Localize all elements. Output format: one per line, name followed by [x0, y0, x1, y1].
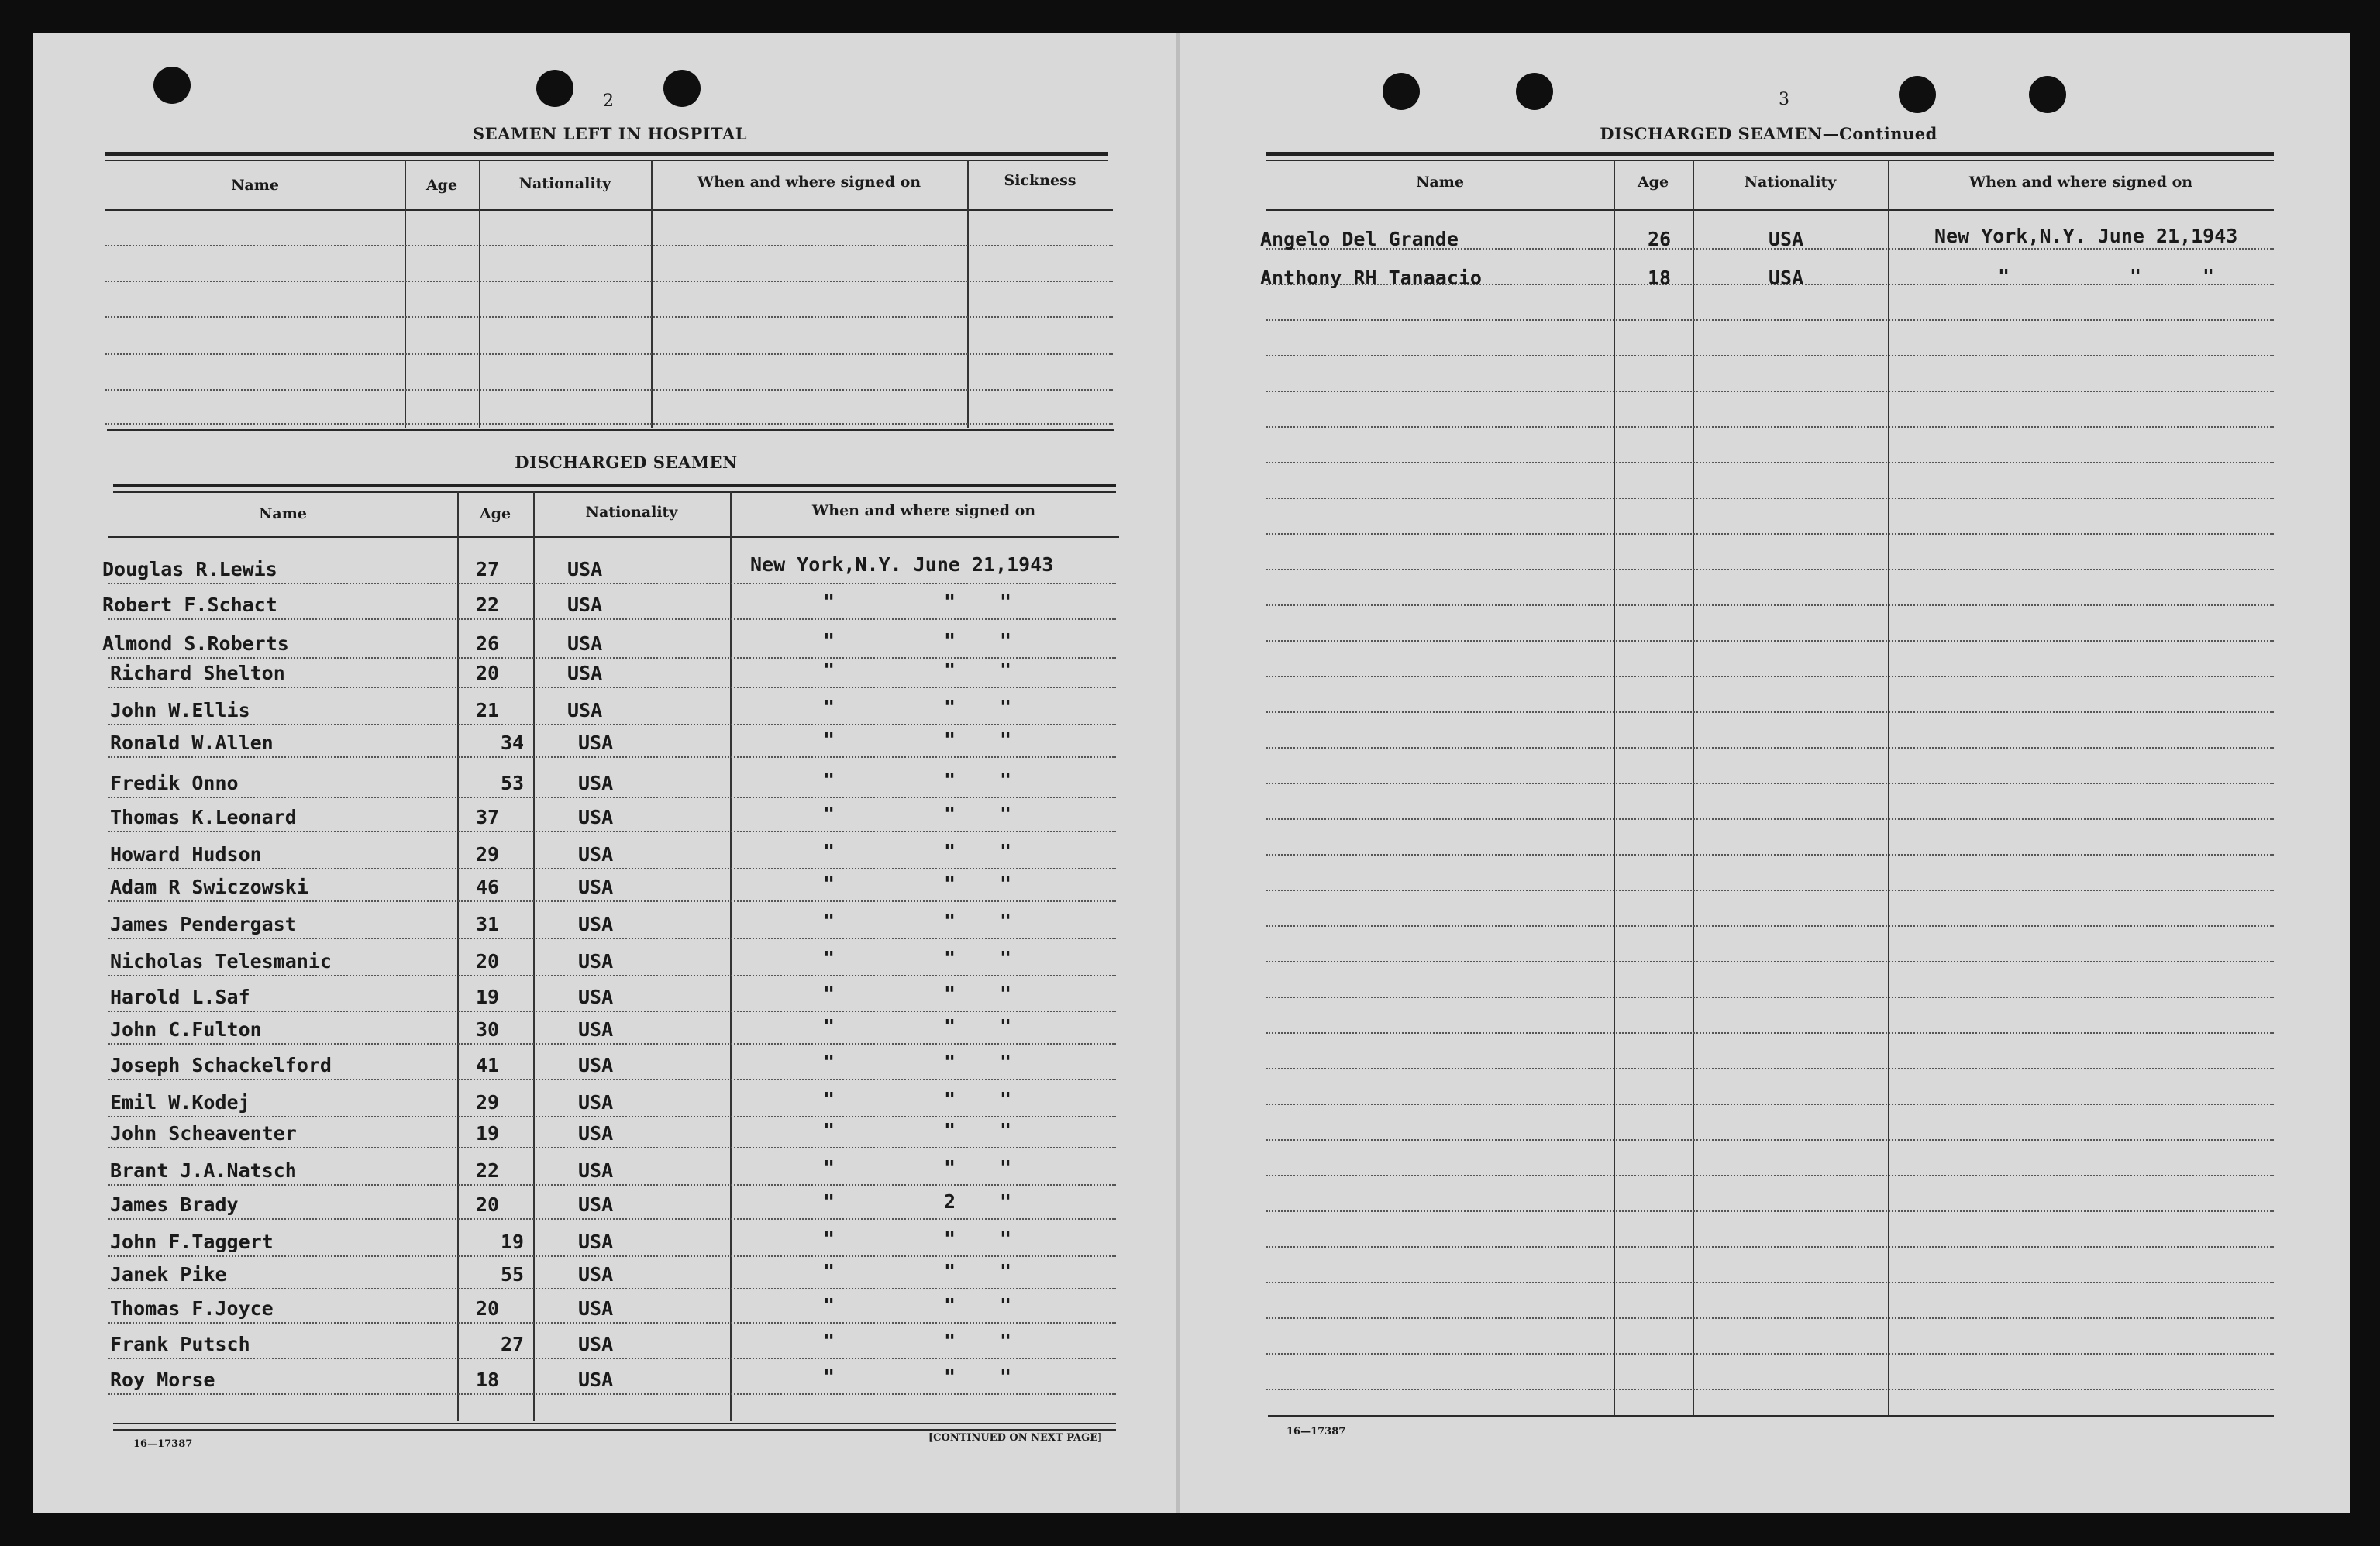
seaman-nationality: USA [578, 1122, 614, 1145]
ditto-mark: " [1000, 591, 1012, 613]
ditto-mark: " [944, 1294, 956, 1317]
seaman-name: John C.Fulton [110, 1018, 262, 1041]
ditto-mark: " [944, 947, 956, 969]
seaman-name: Janek Pike [110, 1263, 227, 1286]
ditto-mark: " [1000, 1119, 1012, 1141]
document-sheet [33, 33, 2350, 1513]
ditto-mark: " [1000, 1260, 1012, 1283]
ditto-mark: " [2130, 265, 2142, 288]
ditto-mark: " [944, 696, 956, 718]
discharged-title: DISCHARGED SEAMEN [515, 453, 738, 472]
punch-hole [663, 70, 701, 107]
continued-seaman-age: 18 [1648, 267, 1672, 289]
ditto-mark: " [1000, 1365, 1012, 1388]
ditto-mark: " [823, 591, 835, 613]
ditto-mark: " [1000, 1330, 1012, 1352]
seaman-age: 31 [476, 913, 500, 935]
page-number-left: 2 [603, 91, 614, 111]
seaman-nationality: USA [578, 913, 614, 935]
continued-seaman-name: Angelo Del Grande [1260, 228, 1459, 250]
ditto-mark: " [944, 591, 956, 613]
ditto-mark: " [944, 629, 956, 652]
seaman-name: Ronald W.Allen [110, 732, 274, 754]
ditto-mark: " [1000, 1228, 1012, 1250]
ditto-mark: " [944, 1015, 956, 1038]
seaman-age: 29 [476, 1091, 500, 1114]
seaman-age: 18 [476, 1369, 500, 1391]
seaman-name: James Brady [110, 1193, 239, 1216]
seaman-nationality: USA [578, 1263, 614, 1286]
ditto-mark: " [823, 910, 835, 932]
ditto-mark: " [944, 873, 956, 895]
seaman-name: John F.Taggert [110, 1231, 274, 1253]
ditto-mark: " [823, 983, 835, 1005]
ditto-mark: " [823, 696, 835, 718]
seaman-age: 55 [501, 1263, 525, 1286]
ditto-mark: " [2203, 265, 2215, 288]
ditto-mark: " [944, 769, 956, 791]
ditto-mark: " [944, 1088, 956, 1110]
hospital-header-sickness: Sickness [1004, 172, 1076, 189]
seaman-nationality: USA [578, 843, 614, 866]
seaman-nationality: USA [578, 732, 614, 754]
seaman-nationality: USA [567, 558, 603, 580]
ditto-mark: " [1000, 1294, 1012, 1317]
hospital-top-rule [105, 152, 1108, 156]
seaman-nationality: USA [578, 950, 614, 973]
seaman-nationality: USA [567, 594, 603, 616]
continued-header-age: Age [1637, 174, 1669, 191]
seaman-age: 26 [476, 632, 500, 655]
ditto-mark: " [944, 1260, 956, 1283]
ditto-mark: " [823, 1260, 835, 1283]
ditto-mark: " [944, 1051, 956, 1073]
seaman-age: 20 [476, 1193, 500, 1216]
seaman-name: Frank Putsch [110, 1333, 250, 1355]
seaman-age: 20 [476, 662, 500, 684]
continued-header-signed: When and where signed on [1968, 174, 2193, 191]
ditto-mark: " [1000, 1190, 1012, 1213]
discharged-header-signed: When and where signed on [811, 502, 1036, 519]
continued-seaman-nationality: USA [1769, 228, 1804, 250]
ditto-mark: " [1000, 803, 1012, 825]
seaman-age: 34 [501, 732, 525, 754]
continued-note: [CONTINUED ON NEXT PAGE] [928, 1432, 1103, 1444]
seaman-nationality: USA [578, 1193, 614, 1216]
ditto-mark: " [823, 1119, 835, 1141]
seaman-nationality: USA [578, 1018, 614, 1041]
seaman-nationality: USA [578, 986, 614, 1008]
seaman-name: Thomas K.Leonard [110, 806, 297, 828]
ditto-mark: " [823, 629, 835, 652]
ditto-mark: " [1000, 1088, 1012, 1110]
seaman-age: 37 [476, 806, 500, 828]
punch-hole [1516, 73, 1553, 110]
ditto-mark: " [944, 840, 956, 863]
seaman-nationality: USA [567, 632, 603, 655]
seaman-name: Adam R Swiczowski [110, 876, 308, 898]
ditto-mark: " [823, 659, 835, 681]
ditto-mark: " [944, 983, 956, 1005]
seaman-name: Robert F.Schact [102, 594, 277, 616]
seaman-name: Emil W.Kodej [110, 1091, 250, 1114]
ditto-mark: " [1000, 728, 1012, 751]
ditto-mark: " [944, 910, 956, 932]
seaman-nationality: USA [567, 699, 603, 721]
signed-on-value: New York,N.Y. June 21,1943 [750, 553, 1054, 576]
seaman-age: 19 [476, 1122, 500, 1145]
seaman-age: 19 [501, 1231, 525, 1253]
seaman-name: John Scheaventer [110, 1122, 297, 1145]
ditto-mark: " [1000, 983, 1012, 1005]
ditto-mark: " [944, 1330, 956, 1352]
seaman-age: 27 [476, 558, 500, 580]
punch-hole [153, 67, 191, 104]
seaman-age: 20 [476, 1297, 500, 1320]
continued-header-nationality: Nationality [1744, 174, 1837, 191]
hospital-header-signed: When and where signed on [697, 174, 921, 191]
seaman-name: Almond S.Roberts [102, 632, 289, 655]
seaman-age: 41 [476, 1054, 500, 1076]
ditto-mark: " [823, 1365, 835, 1388]
seaman-age: 21 [476, 699, 500, 721]
ditto-mark: " [1998, 265, 2010, 288]
ditto-mark: " [823, 769, 835, 791]
page-gutter [1176, 33, 1180, 1513]
ditto-mark: " [1000, 659, 1012, 681]
ditto-mark: " [944, 1365, 956, 1388]
seaman-name: Richard Shelton [110, 662, 285, 684]
ditto-mark: " [944, 728, 956, 751]
ditto-mark: " [823, 840, 835, 863]
punch-hole [536, 70, 573, 107]
seaman-name: Thomas F.Joyce [110, 1297, 274, 1320]
page-number-right: 3 [1779, 90, 1789, 109]
seaman-name: Howard Hudson [110, 843, 262, 866]
ditto-mark: " [944, 1119, 956, 1141]
ditto-mark: " [1000, 769, 1012, 791]
seaman-age: 46 [476, 876, 500, 898]
hospital-header-nationality: Nationality [518, 175, 611, 192]
seaman-age: 22 [476, 1159, 500, 1182]
continued-header-name: Name [1416, 174, 1464, 191]
discharged-header-age: Age [479, 505, 511, 522]
ditto-mark: " [823, 1015, 835, 1038]
seaman-name: Harold L.Saf [110, 986, 250, 1008]
ditto-mark: " [1000, 629, 1012, 652]
seaman-age: 27 [501, 1333, 525, 1355]
seaman-age: 20 [476, 950, 500, 973]
ditto-mark: 2 [944, 1190, 956, 1213]
seaman-nationality: USA [578, 876, 614, 898]
seaman-nationality: USA [578, 772, 614, 794]
seaman-nationality: USA [567, 662, 603, 684]
hospital-title: SEAMEN LEFT IN HOSPITAL [472, 124, 748, 143]
punch-hole [1383, 73, 1420, 110]
continued-seaman-name: Anthony RH Tanaacio [1260, 267, 1482, 289]
ditto-mark: " [823, 803, 835, 825]
seaman-nationality: USA [578, 1054, 614, 1076]
ditto-mark: " [1000, 696, 1012, 718]
ditto-mark: " [823, 728, 835, 751]
ditto-mark: " [823, 1051, 835, 1073]
ditto-mark: " [823, 1156, 835, 1179]
seaman-age: 22 [476, 594, 500, 616]
seaman-nationality: USA [578, 1091, 614, 1114]
ditto-mark: " [823, 1088, 835, 1110]
hospital-header-age: Age [425, 177, 458, 194]
seaman-nationality: USA [578, 1231, 614, 1253]
ditto-mark: " [1000, 1051, 1012, 1073]
ditto-mark: " [823, 1294, 835, 1317]
seaman-name: James Pendergast [110, 913, 297, 935]
ditto-mark: " [1000, 873, 1012, 895]
discharged-header-nationality: Nationality [585, 504, 678, 521]
seaman-nationality: USA [578, 806, 614, 828]
continued-seaman-nationality: USA [1769, 267, 1804, 289]
continued-seaman-age: 26 [1648, 228, 1672, 250]
form-number-left: 16—17387 [133, 1438, 193, 1450]
seaman-nationality: USA [578, 1159, 614, 1182]
seaman-age: 19 [476, 986, 500, 1008]
ditto-mark: " [823, 1190, 835, 1213]
continued-signed-on: New York,N.Y. June 21,1943 [1934, 225, 2238, 247]
ditto-mark: " [1000, 1156, 1012, 1179]
ditto-mark: " [823, 873, 835, 895]
ditto-mark: " [1000, 947, 1012, 969]
ditto-mark: " [944, 1156, 956, 1179]
seaman-name: Roy Morse [110, 1369, 215, 1391]
seaman-name: Fredik Onno [110, 772, 239, 794]
punch-hole [1899, 76, 1936, 113]
ditto-mark: " [944, 659, 956, 681]
ditto-mark: " [944, 1228, 956, 1250]
seaman-age: 53 [501, 772, 525, 794]
continued-title: DISCHARGED SEAMEN—Continued [1600, 124, 1937, 143]
seaman-nationality: USA [578, 1297, 614, 1320]
ditto-mark: " [823, 1330, 835, 1352]
seaman-nationality: USA [578, 1333, 614, 1355]
ditto-mark: " [1000, 1015, 1012, 1038]
seaman-name: Brant J.A.Natsch [110, 1159, 297, 1182]
seaman-name: Nicholas Telesmanic [110, 950, 332, 973]
seaman-age: 30 [476, 1018, 500, 1041]
seaman-name: Douglas R.Lewis [102, 558, 277, 580]
ditto-mark: " [823, 947, 835, 969]
ditto-mark: " [823, 1228, 835, 1250]
seaman-age: 29 [476, 843, 500, 866]
seaman-name: John W.Ellis [110, 699, 250, 721]
ditto-mark: " [1000, 910, 1012, 932]
ditto-mark: " [1000, 840, 1012, 863]
seaman-nationality: USA [578, 1369, 614, 1391]
ditto-mark: " [944, 803, 956, 825]
hospital-header-name: Name [231, 177, 279, 194]
seaman-name: Joseph Schackelford [110, 1054, 332, 1076]
discharged-header-name: Name [259, 505, 307, 522]
punch-hole [2029, 76, 2066, 113]
form-number-right: 16—17387 [1286, 1426, 1346, 1438]
